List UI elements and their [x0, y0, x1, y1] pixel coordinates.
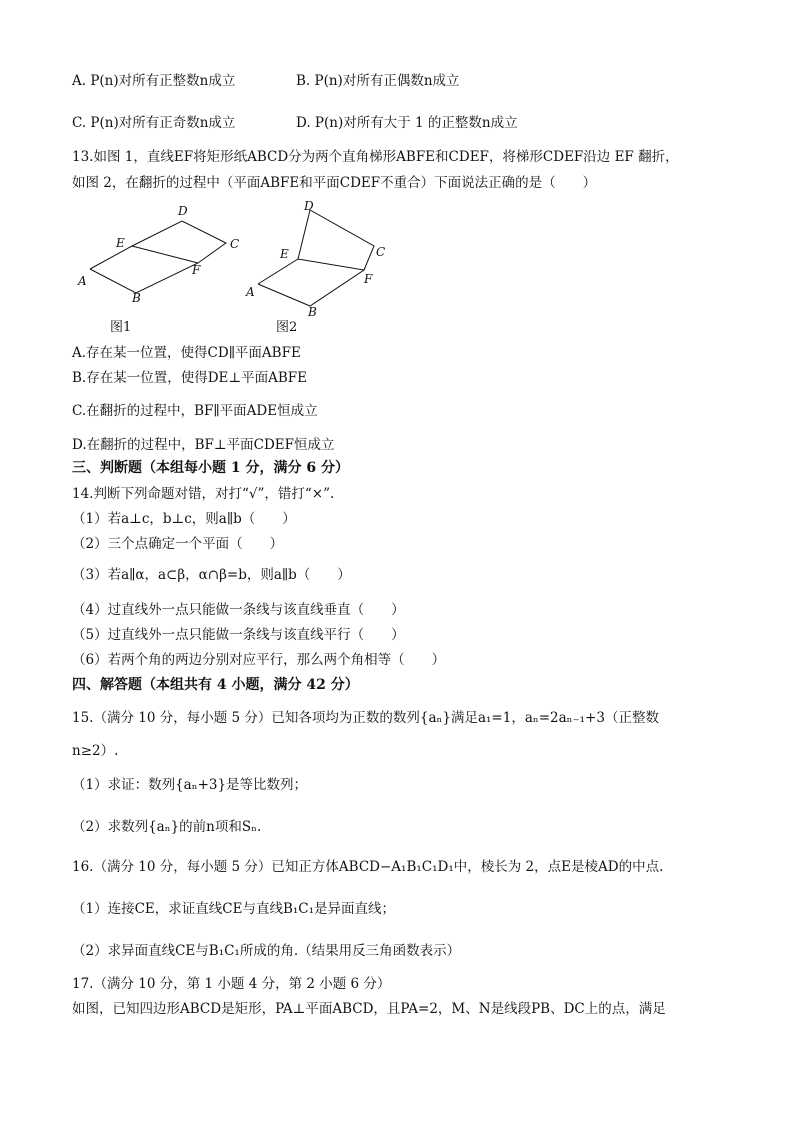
figure-2-caption: 图2	[276, 320, 298, 335]
fig2-label-d: D	[304, 199, 314, 213]
fig1-label-a: A	[78, 274, 87, 288]
q14-item-6: （6）若两个角的两边分别对应平行，那么两个角相等（ ）	[72, 652, 446, 668]
q14-item-1: （1）若a⊥c，b⊥c，则a∥b（ ）	[72, 511, 296, 527]
q13-option-d: D.在翻折的过程中，BF⊥平面CDEF恒成立	[72, 437, 335, 453]
figure-1-caption: 图1	[110, 320, 132, 335]
q15-part-2: （2）求数列{aₙ}的前n项和Sₙ.	[72, 819, 262, 835]
q12-option-c: C. P(n)对所有正奇数n成立	[72, 115, 236, 131]
fig1-label-f: F	[192, 263, 201, 277]
q16-part-1: （1）连接CE，求证直线CE与直线B₁C₁是异面直线；	[72, 901, 396, 917]
q13-stem-line2: 如图 2，在翻折的过程中（平面ABFE和平面CDEF不重合）下面说法正确的是（ ）	[72, 175, 597, 191]
q12-option-d: D. P(n)对所有大于 1 的正整数n成立	[296, 115, 518, 131]
q12-option-b: B. P(n)对所有正偶数n成立	[296, 73, 460, 89]
q13-option-b: B.存在某一位置，使得DE⊥平面ABFE	[72, 370, 307, 386]
q15-stem-line2: n≥2）.	[72, 743, 119, 759]
q17-stem: 如图，已知四边形ABCD是矩形，PA⊥平面ABCD，且PA=2，M、N是线段PB、DC上的点，满足	[72, 1001, 666, 1017]
q14-intro: 14.判断下列命题对错，对打“√”，错打“×”.	[72, 486, 335, 502]
fig1-label-b: B	[132, 291, 141, 305]
q17-header: 17.（满分 10 分，第 1 小题 4 分，第 2 小题 6 分）	[72, 976, 391, 992]
fig1-label-d: D	[178, 204, 188, 218]
fig2-label-b: B	[308, 305, 317, 319]
q16-stem: 16.（满分 10 分，每小题 5 分）已知正方体ABCD−A₁B₁C₁D₁中，棱长为 2，点E是棱AD的中点.	[72, 859, 664, 875]
figure-1	[70, 198, 250, 310]
fig1-label-e: E	[116, 236, 125, 250]
q15-stem-line1: 15.（满分 10 分，每小题 5 分）已知各项均为正数的数列{aₙ}满足a₁=1，aₙ=2aₙ₋₁+3（正整数	[72, 710, 659, 726]
q14-item-4: （4）过直线外一点只能做一条线与该直线垂直（ ）	[72, 602, 405, 618]
fig2-label-a: A	[246, 285, 255, 299]
q14-item-5: （5）过直线外一点只能做一条线与该直线平行（ ）	[72, 627, 405, 643]
q14-item-3: （3）若a∥α，a⊂β，α∩β=b，则a∥b（ ）	[72, 567, 351, 583]
q13-option-a: A.存在某一位置，使得CD∥平面ABFE	[72, 345, 301, 361]
section-4-title: 四、解答题（本组共有 4 小题，满分 42 分）	[72, 677, 359, 693]
q15-part-1: （1）求证：数列{aₙ+3}是等比数列；	[72, 777, 308, 793]
fig1-label-c: C	[230, 237, 240, 251]
fig2-label-c: C	[376, 245, 386, 259]
q13-stem-line1: 13.如图 1，直线EF将矩形纸ABCD分为两个直角梯形ABFE和CDEF，将梯形CDEF沿边 EF 翻折，	[72, 149, 679, 165]
fig2-label-e: E	[280, 247, 289, 261]
figure-2	[242, 196, 402, 320]
q16-part-2: （2）求异面直线CE与B₁C₁所成的角.（结果用反三角函数表示）	[72, 943, 461, 959]
q12-option-a: A. P(n)对所有正整数n成立	[72, 73, 236, 89]
fig2-label-f: F	[364, 272, 373, 286]
q13-option-c: C.在翻折的过程中，BF∥平面ADE恒成立	[72, 403, 318, 419]
q14-item-2: （2）三个点确定一个平面（ ）	[72, 536, 284, 552]
section-3-title: 三、判断题（本组每小题 1 分，满分 6 分）	[72, 460, 349, 476]
